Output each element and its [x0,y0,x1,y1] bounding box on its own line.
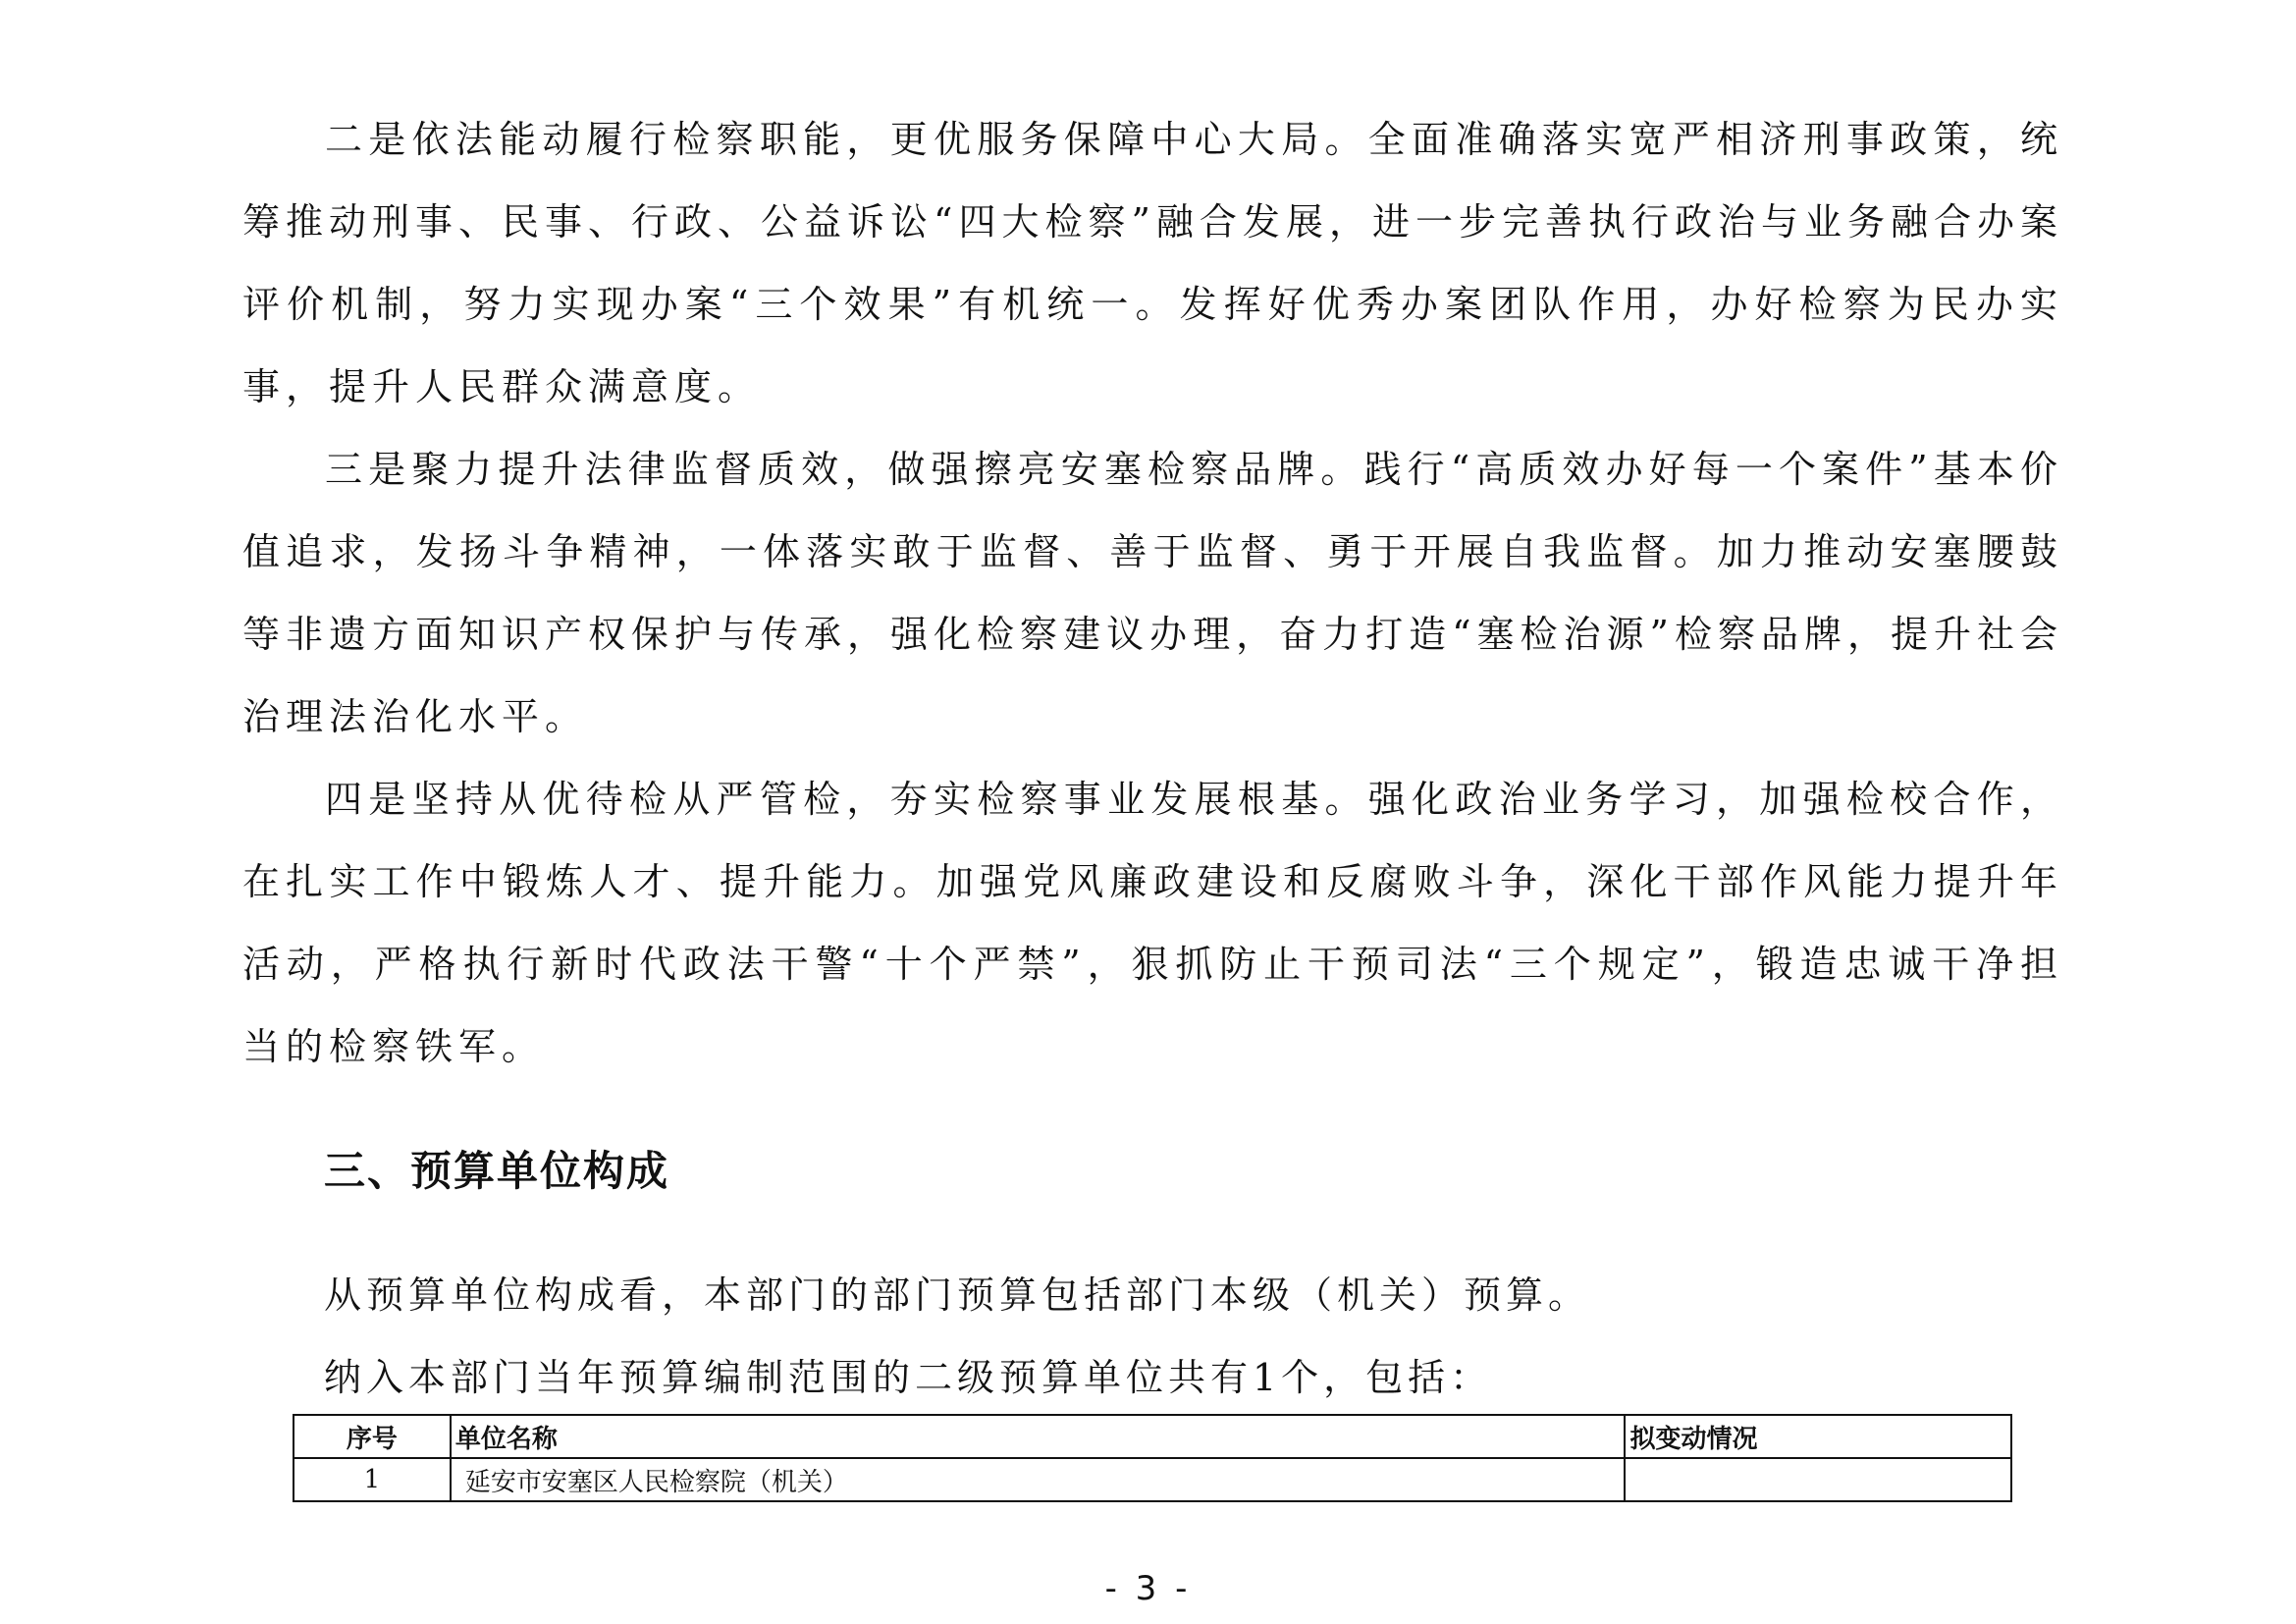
paragraph-two: 二是依法能动履行检察职能，更优服务保障中心大局。全面准确落实宽严相济刑事政策，统筹推动刑事、民事、行政、公益诉讼“四大检察”融合发展，进一步完善执行政治与业务融合办案评价机制，努力实现办案“三个效果”有机统一。发挥好优秀办案团队作用，办好检察为民办实事，提升人民群众满意度。 [242,118,2063,408]
paragraph-four: 四是坚持从优待检从严管检，夯实检察事业发展根基。强化政治业务学习，加强检校合作，在扎实工作中锻炼人才、提升能力。加强党风廉政建设和反腐败斗争，深化干部作风能力提升年活动，严格执行新时代政法干警“十个严禁”，狠抓防止干预司法“三个规定”，锻造忠诚干净担当的检察铁军。 [242,778,2063,1068]
cell-serial: 1 [294,1458,451,1501]
cell-change-status [1625,1458,2011,1501]
section-heading: 三、预算单位构成 [324,1147,670,1195]
header-change-status: 拟变动情况 [1625,1415,2011,1458]
cell-unit-name: 延安市安塞区人民检察院（机关） [451,1458,1626,1501]
secondary-units-text: 纳入本部门当年预算编制范围的二级预算单位共有1个，包括： [324,1356,1493,1399]
table-row [294,1458,2011,1501]
table-header-row [294,1415,2011,1458]
budget-composition-text: 从预算单位构成看，本部门的部门预算包括部门本级（机关）预算。 [324,1273,1591,1317]
header-serial: 序号 [294,1415,451,1458]
paragraph-three: 三是聚力提升法律监督质效，做强擦亮安塞检察品牌。践行“高质效办好每一个案件”基本价值追求，发扬斗争精神，一体落实敢于监督、善于监督、勇于开展自我监督。加力推动安塞腰鼓等非遗方面知识产权保护与传承，强化检察建议办理，奋力打造“塞检治源”检察品牌，提升社会治理法治化水平。 [242,448,2063,738]
budget-units-table [293,1414,2012,1502]
header-unit-name: 单位名称 [451,1415,1626,1458]
page-number: - 3 - [1104,1569,1192,1608]
